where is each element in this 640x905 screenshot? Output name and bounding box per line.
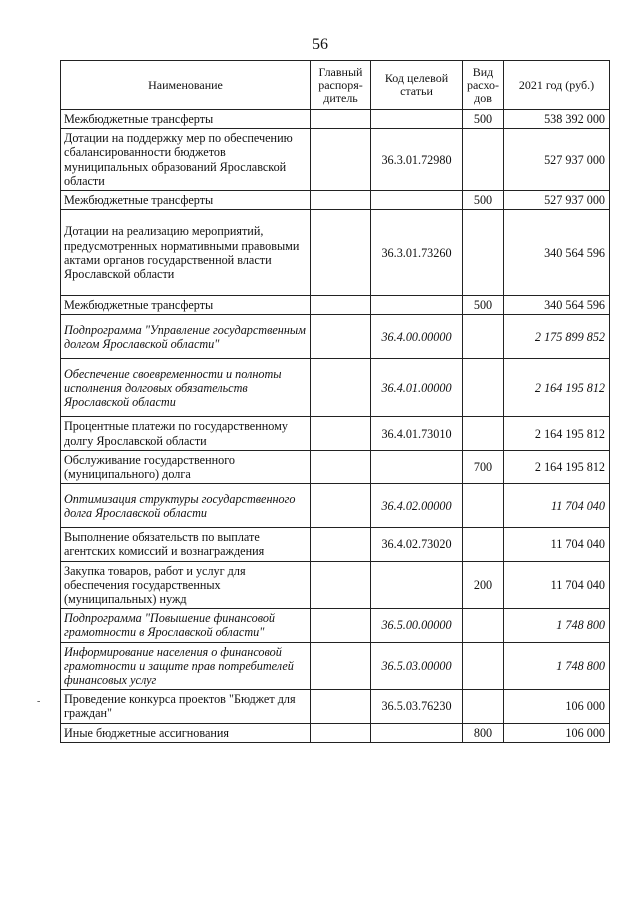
row-code-cell — [371, 191, 463, 210]
row-type-cell — [463, 690, 504, 723]
table-row — [61, 359, 610, 417]
row-admin-cell — [311, 642, 371, 690]
row-admin-cell — [311, 484, 371, 528]
row-name-cell: Обслуживание государственного (муниципального) долга — [61, 450, 311, 483]
row-type-cell — [463, 417, 504, 450]
table-row — [61, 642, 610, 690]
row-amount-cell: 1 748 800 — [504, 642, 610, 690]
header-amount: 2021 год (руб.) — [504, 61, 610, 110]
table-body — [61, 110, 610, 743]
table-row — [61, 690, 610, 723]
row-admin-cell — [311, 210, 371, 296]
row-admin-cell — [311, 609, 371, 642]
row-name-cell: Дотации на реализацию мероприятий, предусмотренных нормативными правовыми актами органов государственной власти Ярославской области — [61, 210, 311, 296]
header-name: Наименование — [61, 61, 311, 110]
table-row — [61, 296, 610, 315]
row-code-cell: 36.4.02.73020 — [371, 528, 463, 561]
row-amount-cell: 2 164 195 812 — [504, 450, 610, 483]
table-row — [61, 315, 610, 359]
row-amount-cell: 527 937 000 — [504, 129, 610, 191]
row-name-cell: Закупка товаров, работ и услуг для обеспечения государственных (муниципальных) нужд — [61, 561, 311, 609]
row-name-cell: Межбюджетные трансферты — [61, 191, 311, 210]
row-type-cell: 200 — [463, 561, 504, 609]
row-admin-cell — [311, 528, 371, 561]
row-admin-cell — [311, 191, 371, 210]
row-type-cell — [463, 609, 504, 642]
row-name-cell: Подпрограмма "Управление государственным долгом Ярославской области" — [61, 315, 311, 359]
row-type-cell — [463, 315, 504, 359]
row-type-cell: 800 — [463, 723, 504, 742]
row-name-cell: Процентные платежи по государственному долгу Ярославской области — [61, 417, 311, 450]
row-code-cell — [371, 450, 463, 483]
row-amount-cell: 2 164 195 812 — [504, 359, 610, 417]
row-code-cell: 36.5.03.00000 — [371, 642, 463, 690]
row-name-cell: Подпрограмма "Повышение финансовой грамотности в Ярославской области" — [61, 609, 311, 642]
table-row — [61, 417, 610, 450]
row-amount-cell: 106 000 — [504, 690, 610, 723]
row-amount-cell: 340 564 596 — [504, 296, 610, 315]
row-amount-cell: 527 937 000 — [504, 191, 610, 210]
table-row — [61, 450, 610, 483]
row-type-cell: 500 — [463, 296, 504, 315]
row-code-cell: 36.3.01.72980 — [371, 129, 463, 191]
row-code-cell — [371, 296, 463, 315]
row-name-cell: Информирование населения о финансовой грамотности и защите прав потребителей финансовых услуг — [61, 642, 311, 690]
row-admin-cell — [311, 450, 371, 483]
row-code-cell: 36.4.01.00000 — [371, 359, 463, 417]
row-type-cell: 500 — [463, 191, 504, 210]
row-amount-cell: 11 704 040 — [504, 484, 610, 528]
table-row — [61, 129, 610, 191]
row-amount-cell: 11 704 040 — [504, 528, 610, 561]
row-name-cell: Иные бюджетные ассигнования — [61, 723, 311, 742]
row-amount-cell: 340 564 596 — [504, 210, 610, 296]
budget-table — [60, 60, 610, 743]
row-amount-cell: 1 748 800 — [504, 609, 610, 642]
header-admin: Главный распоря- дитель — [311, 61, 371, 110]
row-amount-cell: 106 000 — [504, 723, 610, 742]
table-row — [61, 210, 610, 296]
row-admin-cell — [311, 723, 371, 742]
table-row — [61, 723, 610, 742]
row-code-cell — [371, 561, 463, 609]
row-amount-cell: 11 704 040 — [504, 561, 610, 609]
row-type-cell — [463, 129, 504, 191]
table-header — [61, 61, 610, 110]
row-code-cell: 36.3.01.73260 — [371, 210, 463, 296]
row-admin-cell — [311, 315, 371, 359]
row-admin-cell — [311, 296, 371, 315]
table-row — [61, 484, 610, 528]
row-name-cell: Межбюджетные трансферты — [61, 296, 311, 315]
row-name-cell: Проведение конкурса проектов "Бюджет для граждан" — [61, 690, 311, 723]
row-code-cell: 36.4.02.00000 — [371, 484, 463, 528]
header-code: Код целевой статьи — [371, 61, 463, 110]
row-name-cell: Обеспечение своевременности и полноты исполнения долговых обязательств Ярославской области — [61, 359, 311, 417]
row-admin-cell — [311, 690, 371, 723]
row-admin-cell — [311, 417, 371, 450]
row-type-cell — [463, 359, 504, 417]
table-row — [61, 528, 610, 561]
row-type-cell — [463, 484, 504, 528]
header-row — [61, 61, 610, 110]
row-name-cell: Дотации на поддержку мер по обеспечению сбалансированности бюджетов муниципальных образований Ярославской области — [61, 129, 311, 191]
row-admin-cell — [311, 359, 371, 417]
table-row — [61, 561, 610, 609]
row-type-cell: 700 — [463, 450, 504, 483]
row-amount-cell: 2 175 899 852 — [504, 315, 610, 359]
row-name-cell: Межбюджетные трансферты — [61, 110, 311, 129]
row-admin-cell — [311, 561, 371, 609]
table-row — [61, 609, 610, 642]
row-type-cell — [463, 528, 504, 561]
row-name-cell: Выполнение обязательств по выплате агентских комиссий и вознаграждения — [61, 528, 311, 561]
row-amount-cell: 538 392 000 — [504, 110, 610, 129]
row-code-cell: 36.5.00.00000 — [371, 609, 463, 642]
row-type-cell: 500 — [463, 110, 504, 129]
row-admin-cell — [311, 129, 371, 191]
row-code-cell: 36.4.00.00000 — [371, 315, 463, 359]
table-row — [61, 110, 610, 129]
row-type-cell — [463, 210, 504, 296]
margin-mark: - — [37, 696, 41, 707]
row-code-cell: 36.5.03.76230 — [371, 690, 463, 723]
table-row — [61, 191, 610, 210]
row-admin-cell — [311, 110, 371, 129]
row-code-cell — [371, 110, 463, 129]
row-name-cell: Оптимизация структуры государственного долга Ярославской области — [61, 484, 311, 528]
row-code-cell: 36.4.01.73010 — [371, 417, 463, 450]
page-number: 56 — [312, 36, 328, 53]
row-amount-cell: 2 164 195 812 — [504, 417, 610, 450]
row-code-cell — [371, 723, 463, 742]
row-type-cell — [463, 642, 504, 690]
header-type: Вид расхо- дов — [463, 61, 504, 110]
